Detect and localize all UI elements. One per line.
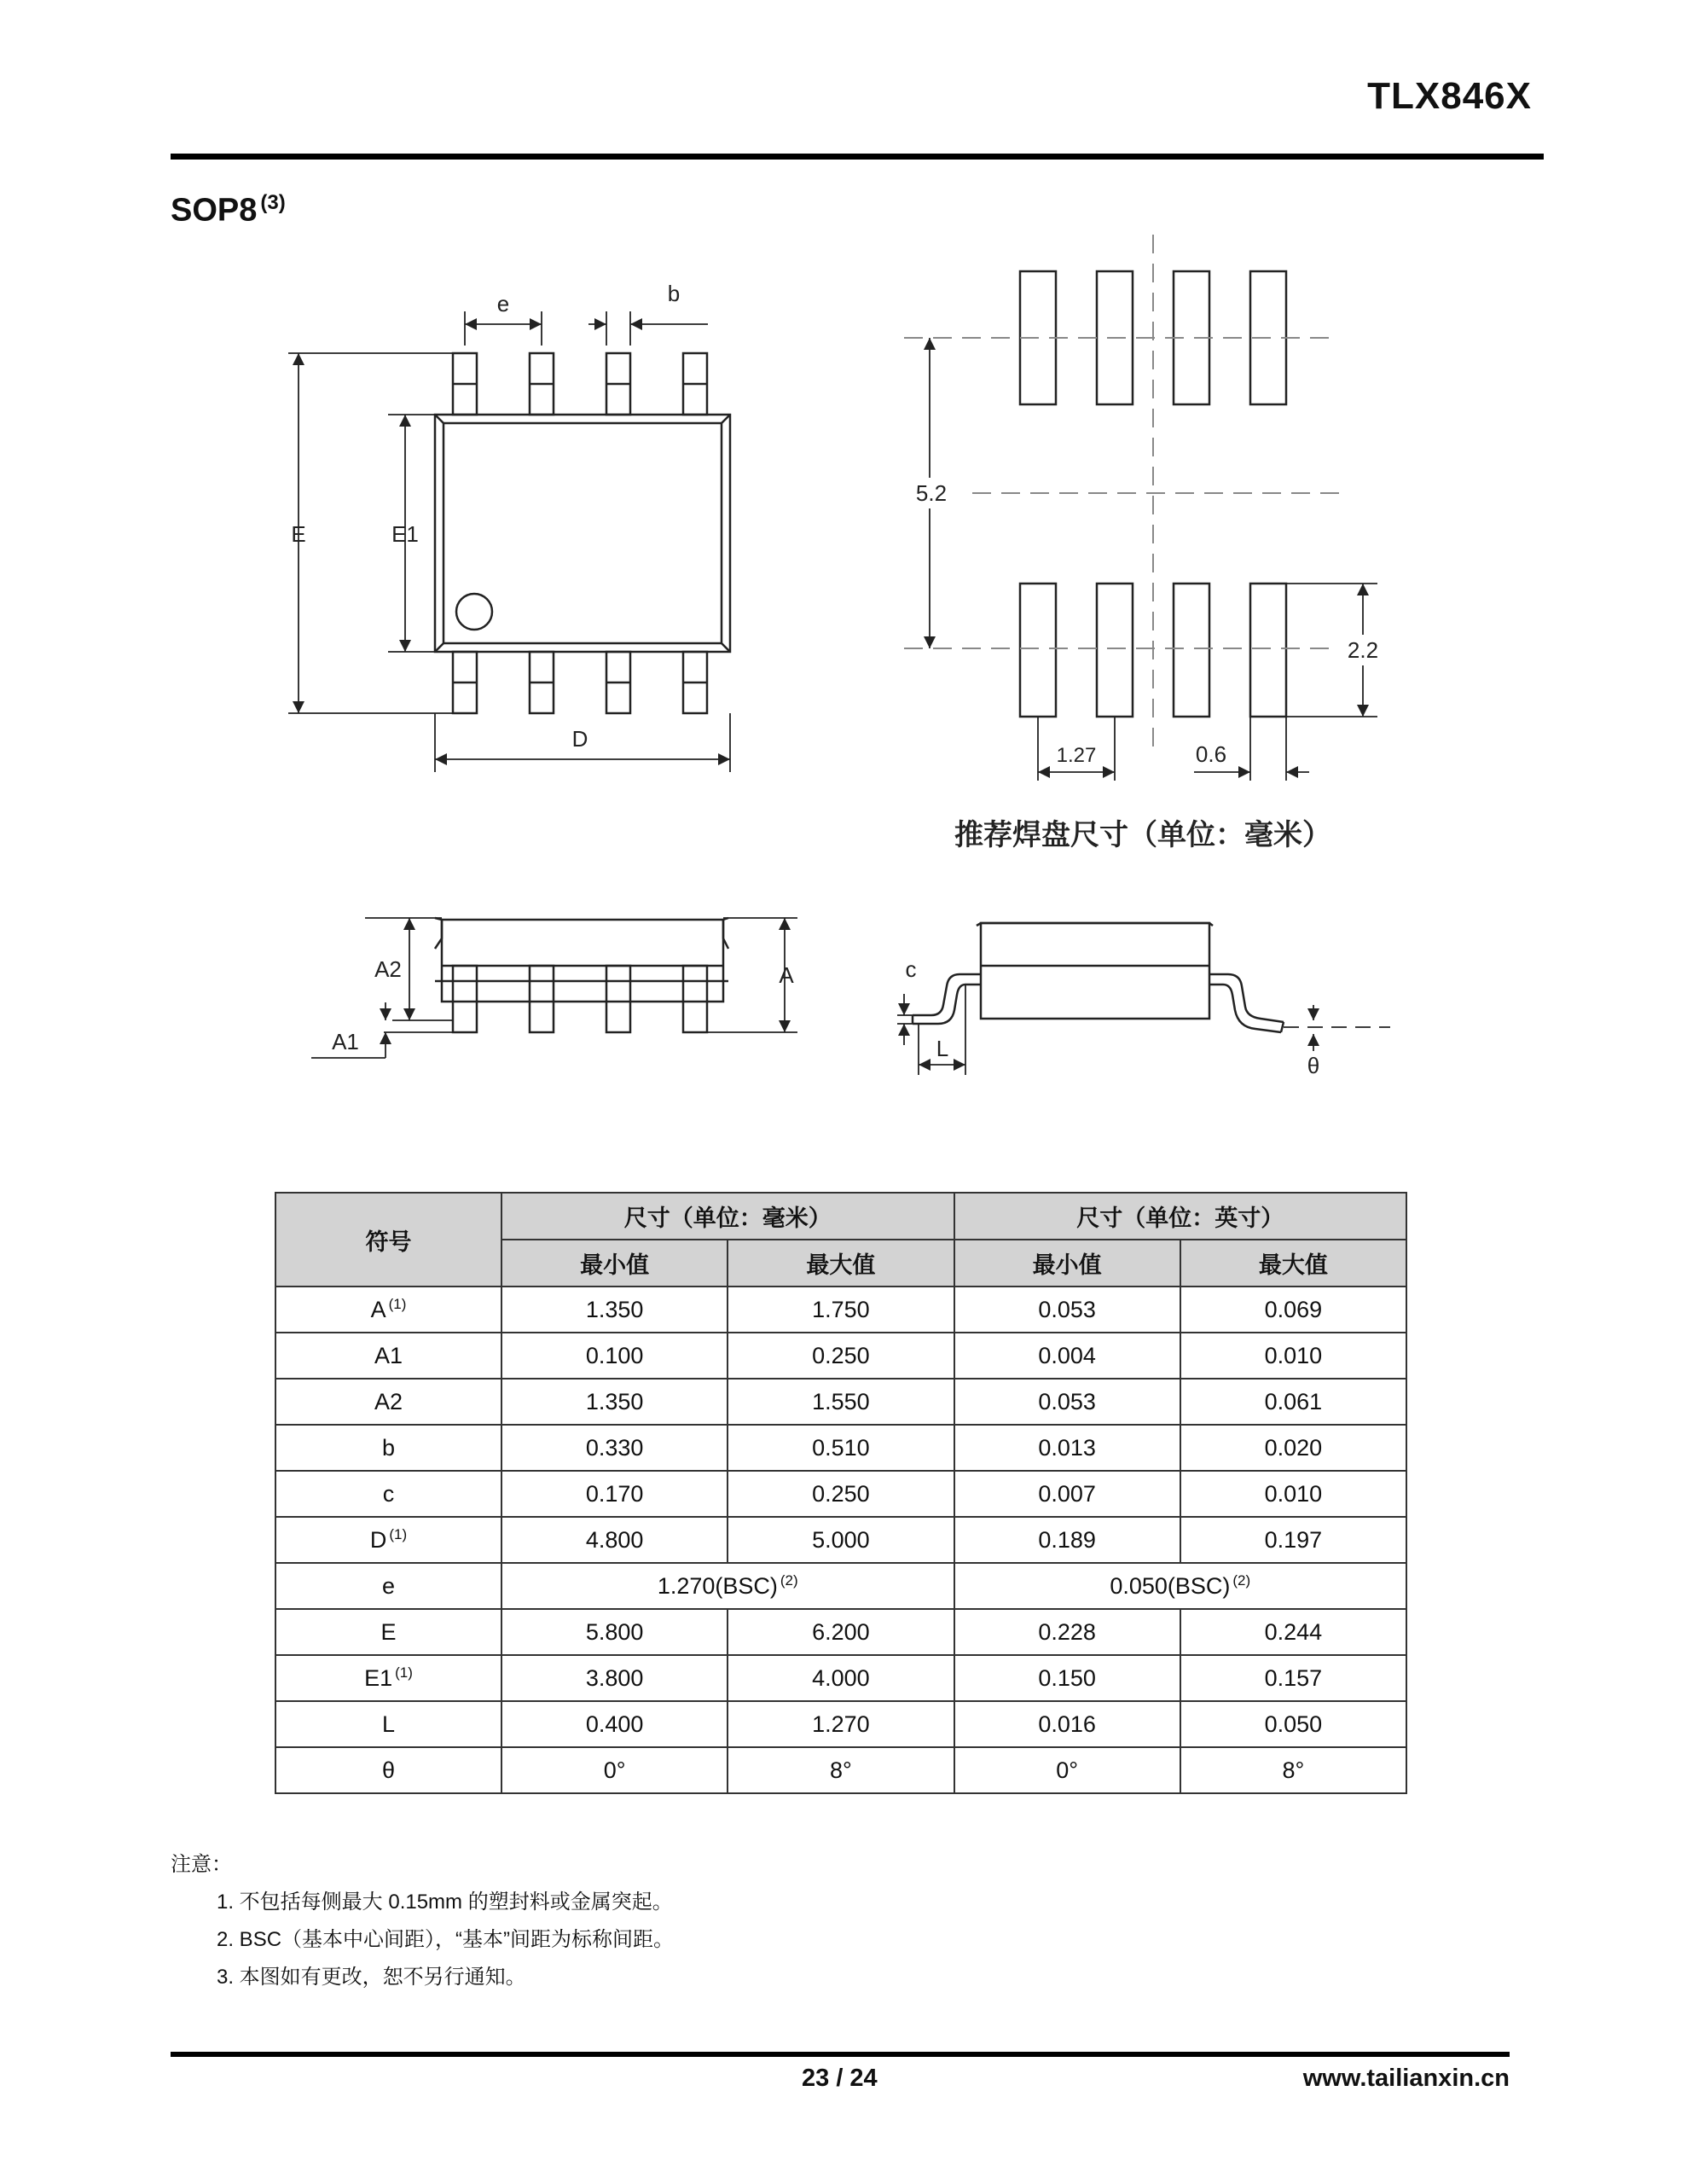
pin1-marker (456, 594, 492, 630)
mm-max-cell: 0.250 (728, 1471, 954, 1517)
label-pad-length: 2.2 (1347, 637, 1379, 663)
row-symbol: e (275, 1563, 501, 1609)
mm-min-cell: 4.800 (501, 1517, 728, 1563)
mm-max-cell: 1.750 (728, 1287, 954, 1333)
section-note-ref: (3) (260, 191, 286, 214)
mm-min-cell: 0.100 (501, 1333, 728, 1379)
note-item: 2. BSC（基本中心间距），“基本”间距为标称间距。 (217, 1928, 675, 1951)
label-A: A (779, 962, 794, 988)
package-body-outer (435, 415, 730, 652)
row-symbol: θ (275, 1747, 501, 1793)
label-E1: E1 (391, 521, 419, 547)
header-in-max: 最大值 (1180, 1240, 1406, 1287)
row-symbol: A1 (275, 1333, 501, 1379)
in-span-cell: 0.050(BSC) $^{(2)}$ (954, 1563, 1407, 1609)
label-E: E (291, 521, 306, 547)
mm-max-cell: 1.550 (728, 1379, 954, 1425)
package-body-inner (443, 423, 722, 643)
note-item: 1. 不包括每侧最大 0.15mm 的塑封料或金属突起。 (217, 1891, 673, 1914)
in-min-cell: 0.053 (954, 1287, 1180, 1333)
label-pitch: 1.27 (1056, 744, 1097, 767)
in-max-cell: 0.061 (1180, 1379, 1406, 1425)
mm-min-cell: 0.170 (501, 1471, 728, 1517)
mm-max-cell: 5.000 (728, 1517, 954, 1563)
label-L: L (936, 1036, 949, 1061)
header-inch-group: 尺寸（单位：英寸） (954, 1193, 1407, 1240)
notes-block (171, 1846, 674, 1996)
table-row (275, 1287, 1406, 1333)
top-pins (453, 353, 707, 415)
row-symbol: b (275, 1425, 501, 1471)
table-row (275, 1333, 1406, 1379)
table-row (275, 1655, 1406, 1701)
mm-max-cell: 6.200 (728, 1609, 954, 1655)
label-b: b (667, 281, 681, 306)
row-symbol: c (275, 1471, 501, 1517)
in-min-cell: 0.007 (954, 1471, 1180, 1517)
label-A1: A1 (332, 1029, 359, 1054)
mm-min-cell: 1.350 (501, 1379, 728, 1425)
in-min-cell: 0.016 (954, 1701, 1180, 1747)
top-view (288, 311, 730, 772)
in-max-cell: 0.010 (1180, 1333, 1406, 1379)
header-mm-group: 尺寸（单位：毫米） (501, 1193, 954, 1240)
mm-min-cell: 0.400 (501, 1701, 728, 1747)
label-pitch-span: 5.2 (915, 480, 948, 506)
mm-max-cell: 1.270 (728, 1701, 954, 1747)
document-title: TLX846X (1367, 75, 1532, 117)
row-symbol: E (275, 1609, 501, 1655)
table-row (275, 1425, 1406, 1471)
in-min-cell: 0.228 (954, 1609, 1180, 1655)
mm-max-cell: 8° (728, 1747, 954, 1793)
in-max-cell: 0.069 (1180, 1287, 1406, 1333)
table-row (275, 1471, 1406, 1517)
table-row (275, 1563, 1406, 1609)
land-pattern (904, 235, 1377, 781)
row-symbol: A2 (275, 1379, 501, 1425)
bottom-pins (453, 652, 707, 713)
in-max-cell: 0.020 (1180, 1425, 1406, 1471)
mm-min-cell: 0.330 (501, 1425, 728, 1471)
dimension-table (275, 1192, 1407, 1794)
table-row (275, 1747, 1406, 1793)
mm-min-cell: 0° (501, 1747, 728, 1793)
table-row (275, 1379, 1406, 1425)
in-min-cell: 0.013 (954, 1425, 1180, 1471)
land-pattern-labels (909, 478, 1385, 851)
side-view (311, 918, 797, 1058)
mm-min-cell: 3.800 (501, 1655, 728, 1701)
row-symbol: E1 $^{(1)}$ (275, 1655, 501, 1701)
table-row (275, 1701, 1406, 1747)
in-min-cell: 0.053 (954, 1379, 1180, 1425)
page-number: 23 / 24 (802, 2065, 878, 2092)
header-in-min: 最小值 (954, 1240, 1180, 1287)
in-max-cell: 8° (1180, 1747, 1406, 1793)
label-D: D (571, 726, 588, 752)
mm-max-cell: 4.000 (728, 1655, 954, 1701)
in-min-cell: 0.189 (954, 1517, 1180, 1563)
land-pattern-caption: 推荐焊盘尺寸（单位：毫米） (954, 819, 1331, 851)
label-c: c (905, 956, 917, 982)
in-min-cell: 0° (954, 1747, 1180, 1793)
notes-title: 注意： (171, 1853, 232, 1876)
in-min-cell: 0.004 (954, 1333, 1180, 1379)
note-item: 3. 本图如有更改，恕不另行通知。 (217, 1966, 526, 1989)
website-link[interactable]: www.tailianxin.cn (1302, 2065, 1510, 2092)
mm-max-cell: 0.250 (728, 1333, 954, 1379)
in-max-cell: 0.157 (1180, 1655, 1406, 1701)
in-max-cell: 0.050 (1180, 1701, 1406, 1747)
row-symbol: D $^{(1)}$ (275, 1517, 501, 1563)
table-row (275, 1609, 1406, 1655)
mm-span-cell: 1.270(BSC) $^{(2)}$ (501, 1563, 954, 1609)
mm-max-cell: 0.510 (728, 1425, 954, 1471)
in-max-cell: 0.244 (1180, 1609, 1406, 1655)
section-title-text: SOP8 (171, 192, 258, 229)
in-max-cell: 0.197 (1180, 1517, 1406, 1563)
in-max-cell: 0.010 (1180, 1471, 1406, 1517)
footer-divider (171, 2052, 1510, 2057)
row-symbol: L (275, 1701, 501, 1747)
mm-min-cell: 5.800 (501, 1609, 728, 1655)
mm-min-cell: 1.350 (501, 1287, 728, 1333)
table-row (275, 1517, 1406, 1563)
header-mm-min: 最小值 (501, 1240, 728, 1287)
top-view-labels (291, 281, 680, 752)
in-min-cell: 0.150 (954, 1655, 1180, 1701)
side-view-labels (332, 956, 794, 1054)
header-mm-max: 最大值 (728, 1240, 954, 1287)
label-A2: A2 (374, 956, 402, 982)
row-symbol: A $^{(1)}$ (275, 1287, 501, 1333)
header-symbol: 符号 (275, 1193, 501, 1287)
label-e: e (496, 291, 510, 317)
label-theta: θ (1307, 1053, 1320, 1078)
label-pad-width: 0.6 (1195, 741, 1227, 767)
